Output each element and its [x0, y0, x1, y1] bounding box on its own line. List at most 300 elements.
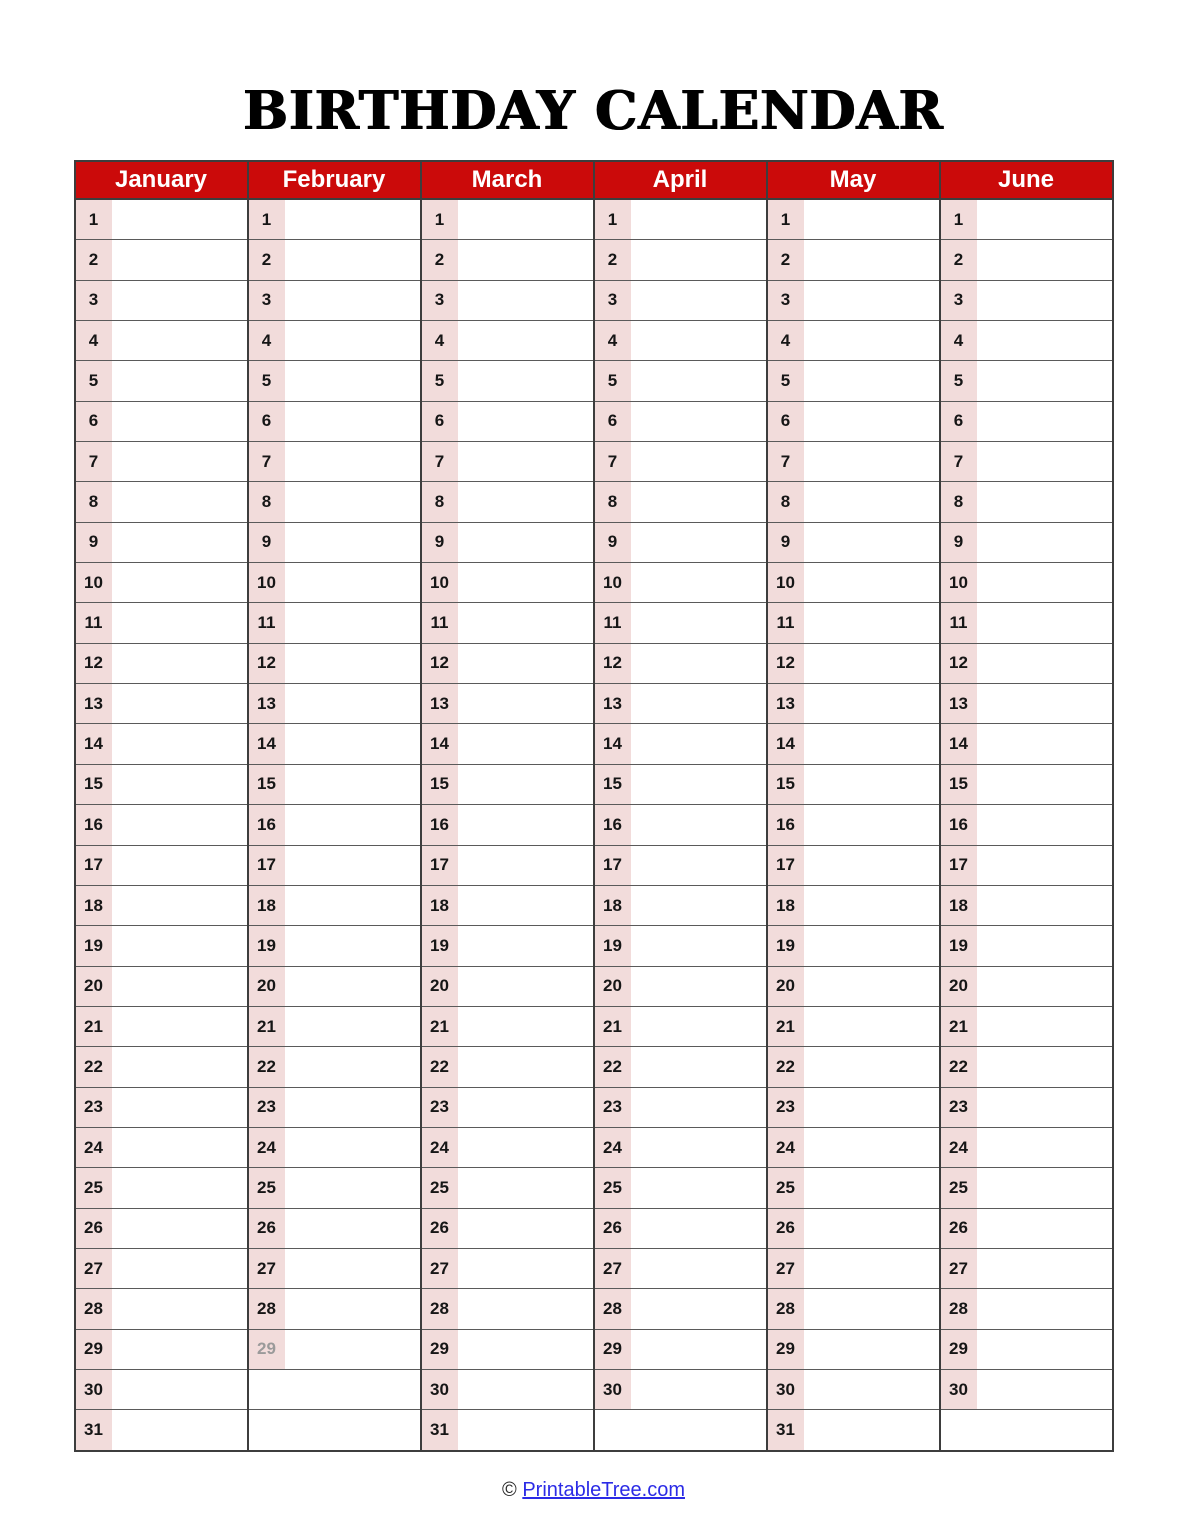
day-number: 10: [768, 563, 804, 602]
day-number: 23: [768, 1088, 804, 1127]
day-row-25: [75, 1168, 1113, 1208]
day-cell-march-23: [421, 1087, 594, 1127]
day-cell-content: [941, 1249, 1112, 1288]
day-cell-january-26: [75, 1208, 248, 1248]
entry-space: [977, 1249, 1112, 1288]
day-cell-content: [76, 1330, 247, 1369]
day-cell-june-10: [940, 563, 1113, 603]
day-cell-content: [941, 321, 1112, 360]
day-number: 12: [76, 644, 112, 683]
day-row-16: [75, 805, 1113, 845]
entry-space: [458, 402, 593, 441]
day-cell-content: [422, 361, 593, 400]
day-cell-april-8: [594, 482, 767, 522]
day-cell-content: [941, 442, 1112, 481]
day-cell-april-16: [594, 805, 767, 845]
day-cell-march-16: [421, 805, 594, 845]
day-cell-content: [941, 200, 1112, 239]
day-number: 10: [76, 563, 112, 602]
day-number: 27: [76, 1249, 112, 1288]
day-number: 18: [76, 886, 112, 925]
day-cell-march-9: [421, 522, 594, 562]
entry-space: [285, 1209, 420, 1248]
day-number: 2: [595, 240, 631, 279]
day-cell-april-2: [594, 240, 767, 280]
day-cell-march-1: [421, 199, 594, 240]
day-number: 11: [595, 603, 631, 642]
day-cell-april-26: [594, 1208, 767, 1248]
day-number: 27: [422, 1249, 458, 1288]
day-number: 17: [941, 846, 977, 885]
day-cell-content: [768, 1330, 939, 1369]
day-cell-content: [595, 765, 766, 804]
day-row-19: [75, 926, 1113, 966]
day-cell-content: [941, 281, 1112, 320]
entry-space: [804, 765, 939, 804]
entry-space: [458, 644, 593, 683]
day-cell-content: [941, 361, 1112, 400]
day-cell-february-26: [248, 1208, 421, 1248]
entry-space: [977, 1128, 1112, 1167]
entry-space: [977, 724, 1112, 763]
entry-space: [112, 967, 247, 1006]
day-number: 8: [768, 482, 804, 521]
entry-space: [631, 402, 766, 441]
entry-space: [804, 523, 939, 562]
day-cell-content: [422, 240, 593, 279]
day-cell-content: [422, 846, 593, 885]
day-row-5: [75, 361, 1113, 401]
entry-space: [977, 886, 1112, 925]
day-cell-content: [941, 644, 1112, 683]
day-number: 30: [941, 1370, 977, 1409]
day-number: 3: [595, 281, 631, 320]
day-cell-content: [76, 684, 247, 723]
entry-space: [977, 361, 1112, 400]
day-cell-content: [768, 1370, 939, 1409]
entry-space: [112, 200, 247, 239]
day-cell-content: [941, 603, 1112, 642]
day-cell-content: [595, 200, 766, 239]
day-cell-january-29: [75, 1329, 248, 1369]
entry-space: [631, 1330, 766, 1369]
day-cell-february-30: [248, 1369, 421, 1409]
entry-space: [285, 402, 420, 441]
entry-space: [804, 1209, 939, 1248]
day-cell-content: [422, 402, 593, 441]
day-number: 4: [595, 321, 631, 360]
day-cell-january-16: [75, 805, 248, 845]
day-number: 2: [941, 240, 977, 279]
day-cell-january-30: [75, 1369, 248, 1409]
day-cell-january-19: [75, 926, 248, 966]
day-row-28: [75, 1289, 1113, 1329]
day-cell-january-24: [75, 1127, 248, 1167]
day-number: 23: [249, 1088, 285, 1127]
day-row-17: [75, 845, 1113, 885]
day-cell-january-20: [75, 966, 248, 1006]
day-cell-march-18: [421, 885, 594, 925]
day-cell-content: [76, 200, 247, 239]
day-cell-content: [422, 1088, 593, 1127]
day-number: 27: [941, 1249, 977, 1288]
entry-space: [458, 1209, 593, 1248]
day-cell-june-22: [940, 1047, 1113, 1087]
entry-space: [977, 240, 1112, 279]
day-cell-april-1: [594, 199, 767, 240]
entry-space: [631, 967, 766, 1006]
entry-space: [804, 603, 939, 642]
day-number: 19: [595, 926, 631, 965]
day-cell-content: [768, 321, 939, 360]
day-number: 8: [76, 482, 112, 521]
day-cell-content: [422, 1330, 593, 1369]
day-cell-content: [422, 926, 593, 965]
day-cell-content: [249, 765, 420, 804]
entry-space: [112, 805, 247, 844]
entry-space: [458, 926, 593, 965]
day-number: 17: [768, 846, 804, 885]
day-cell-february-15: [248, 764, 421, 804]
day-cell-content: [768, 482, 939, 521]
day-cell-content: [941, 563, 1112, 602]
entry-space: [804, 1088, 939, 1127]
day-cell-june-19: [940, 926, 1113, 966]
entry-space: [631, 644, 766, 683]
day-number: 18: [422, 886, 458, 925]
day-cell-june-5: [940, 361, 1113, 401]
day-cell-content: [941, 1289, 1112, 1328]
day-cell-content: [422, 1410, 593, 1449]
day-row-26: [75, 1208, 1113, 1248]
entry-space: [804, 200, 939, 239]
day-cell-content: [941, 886, 1112, 925]
entry-space: [804, 724, 939, 763]
day-cell-june-31: [940, 1410, 1113, 1451]
day-number: 25: [249, 1168, 285, 1207]
day-cell-content: [941, 1088, 1112, 1127]
day-number: 22: [595, 1047, 631, 1086]
entry-space: [977, 1047, 1112, 1086]
day-number: 19: [941, 926, 977, 965]
day-cell-april-14: [594, 724, 767, 764]
day-cell-january-4: [75, 321, 248, 361]
day-number: 21: [941, 1007, 977, 1046]
day-number: 2: [768, 240, 804, 279]
day-cell-content: [76, 1289, 247, 1328]
day-cell-january-25: [75, 1168, 248, 1208]
day-cell-content: [249, 886, 420, 925]
day-cell-march-25: [421, 1168, 594, 1208]
day-cell-content: [76, 846, 247, 885]
day-cell-april-18: [594, 885, 767, 925]
day-cell-april-17: [594, 845, 767, 885]
day-cell-march-14: [421, 724, 594, 764]
day-cell-may-19: [767, 926, 940, 966]
day-cell-february-12: [248, 643, 421, 683]
day-cell-content: [249, 967, 420, 1006]
day-cell-content: [595, 846, 766, 885]
day-number: 13: [422, 684, 458, 723]
day-cell-content: [249, 1209, 420, 1248]
day-cell-content: [249, 1289, 420, 1328]
day-number: 13: [76, 684, 112, 723]
entry-space: [631, 240, 766, 279]
day-row-7: [75, 442, 1113, 482]
day-cell-content: [768, 1128, 939, 1167]
day-number: 30: [595, 1370, 631, 1409]
day-number: 13: [941, 684, 977, 723]
day-cell-content: [422, 805, 593, 844]
day-cell-april-29: [594, 1329, 767, 1369]
entry-space: [458, 1047, 593, 1086]
entry-space: [285, 846, 420, 885]
day-cell-april-6: [594, 401, 767, 441]
day-number: 22: [768, 1047, 804, 1086]
entry-space: [285, 361, 420, 400]
day-cell-content: [422, 765, 593, 804]
entry-space: [804, 563, 939, 602]
entry-space: [631, 1209, 766, 1248]
day-number: 14: [76, 724, 112, 763]
day-number: 30: [422, 1370, 458, 1409]
day-number: 12: [595, 644, 631, 683]
entry-space: [458, 321, 593, 360]
day-cell-april-5: [594, 361, 767, 401]
day-cell-content: [422, 1209, 593, 1248]
entry-space: [977, 1370, 1112, 1409]
day-number: 28: [76, 1289, 112, 1328]
day-number: 24: [422, 1128, 458, 1167]
day-cell-march-29: [421, 1329, 594, 1369]
day-cell-content: [76, 442, 247, 481]
day-cell-content: [249, 200, 420, 239]
day-number: 11: [422, 603, 458, 642]
entry-space: [631, 603, 766, 642]
day-number: 8: [422, 482, 458, 521]
day-cell-content: [941, 1209, 1112, 1248]
day-cell-content: [595, 482, 766, 521]
entry-space: [112, 724, 247, 763]
day-cell-content: [941, 684, 1112, 723]
day-cell-february-5: [248, 361, 421, 401]
day-number: 5: [768, 361, 804, 400]
entry-space: [285, 724, 420, 763]
day-number: 17: [76, 846, 112, 885]
day-number: 5: [422, 361, 458, 400]
day-cell-april-22: [594, 1047, 767, 1087]
day-cell-content: [595, 926, 766, 965]
day-cell-february-31: [248, 1410, 421, 1451]
day-cell-march-21: [421, 1006, 594, 1046]
day-cell-content: [595, 1128, 766, 1167]
day-number: 17: [249, 846, 285, 885]
day-cell-content: [249, 402, 420, 441]
day-cell-content: [941, 523, 1112, 562]
day-cell-content: [595, 1370, 766, 1409]
day-cell-may-7: [767, 442, 940, 482]
day-cell-june-25: [940, 1168, 1113, 1208]
month-header-row-group: [75, 161, 1113, 199]
day-number: 11: [76, 603, 112, 642]
day-cell-april-31: [594, 1410, 767, 1451]
day-row-4: [75, 321, 1113, 361]
day-cell-february-2: [248, 240, 421, 280]
day-cell-content: [941, 1370, 1112, 1409]
day-cell-february-21: [248, 1006, 421, 1046]
day-cell-june-20: [940, 966, 1113, 1006]
entry-space: [631, 886, 766, 925]
day-cell-may-5: [767, 361, 940, 401]
day-number: 12: [768, 644, 804, 683]
entry-space: [112, 1128, 247, 1167]
day-cell-content: [768, 1410, 939, 1449]
birthday-calendar-table: [74, 160, 1114, 1452]
day-cell-content: [76, 321, 247, 360]
entry-space: [285, 523, 420, 562]
entry-space: [285, 1088, 420, 1127]
calendar-body: [75, 199, 1113, 1451]
day-cell-content: [422, 442, 593, 481]
day-cell-content: [249, 523, 420, 562]
entry-space: [458, 1128, 593, 1167]
day-number: 29: [595, 1330, 631, 1369]
entry-space: [285, 926, 420, 965]
day-number: 11: [768, 603, 804, 642]
day-cell-content: [422, 1370, 593, 1409]
entry-space: [112, 402, 247, 441]
entry-space: [804, 1128, 939, 1167]
day-cell-may-23: [767, 1087, 940, 1127]
day-row-22: [75, 1047, 1113, 1087]
day-number: 9: [595, 523, 631, 562]
day-number: 19: [768, 926, 804, 965]
day-cell-content: [76, 563, 247, 602]
day-cell-march-30: [421, 1369, 594, 1409]
day-cell-may-10: [767, 563, 940, 603]
entry-space: [977, 523, 1112, 562]
day-number: 24: [76, 1128, 112, 1167]
entry-space: [285, 684, 420, 723]
day-cell-april-24: [594, 1127, 767, 1167]
entry-space: [631, 926, 766, 965]
day-row-13: [75, 684, 1113, 724]
day-cell-content: [595, 240, 766, 279]
day-cell-content: [768, 805, 939, 844]
entry-space: [804, 1370, 939, 1409]
entry-space: [977, 1007, 1112, 1046]
entry-space: [804, 644, 939, 683]
day-number: 26: [76, 1209, 112, 1248]
day-number: 5: [941, 361, 977, 400]
day-number: 26: [422, 1209, 458, 1248]
day-number: 16: [595, 805, 631, 844]
day-number: 24: [941, 1128, 977, 1167]
day-cell-content: [941, 1128, 1112, 1167]
day-row-21: [75, 1006, 1113, 1046]
month-header-march: March: [421, 161, 594, 199]
day-number: 8: [249, 482, 285, 521]
entry-space: [112, 321, 247, 360]
day-number: 15: [768, 765, 804, 804]
day-number: 22: [422, 1047, 458, 1086]
entry-space: [977, 846, 1112, 885]
day-cell-june-14: [940, 724, 1113, 764]
entry-space: [458, 765, 593, 804]
day-cell-may-15: [767, 764, 940, 804]
entry-space: [977, 765, 1112, 804]
day-number: 26: [941, 1209, 977, 1248]
day-cell-content: [249, 240, 420, 279]
day-number: 7: [595, 442, 631, 481]
day-cell-content: [249, 644, 420, 683]
entry-space: [631, 523, 766, 562]
day-cell-april-3: [594, 280, 767, 320]
entry-space: [112, 886, 247, 925]
day-cell-june-11: [940, 603, 1113, 643]
day-cell-content: [422, 724, 593, 763]
day-cell-march-19: [421, 926, 594, 966]
day-number: 24: [249, 1128, 285, 1167]
day-number: 1: [249, 200, 285, 239]
entry-space: [285, 240, 420, 279]
day-cell-january-27: [75, 1248, 248, 1288]
day-cell-content: [595, 967, 766, 1006]
entry-space: [458, 1289, 593, 1328]
day-number: 28: [768, 1289, 804, 1328]
day-cell-may-25: [767, 1168, 940, 1208]
day-cell-content: [941, 724, 1112, 763]
day-number: 15: [595, 765, 631, 804]
day-cell-june-18: [940, 885, 1113, 925]
day-cell-content: [249, 724, 420, 763]
day-cell-april-20: [594, 966, 767, 1006]
printabletree-link[interactable]: PrintableTree.com: [522, 1478, 685, 1501]
entry-space: [631, 1047, 766, 1086]
entry-space: [631, 442, 766, 481]
day-number: 5: [595, 361, 631, 400]
day-number: 7: [768, 442, 804, 481]
entry-space: [977, 321, 1112, 360]
day-number: 14: [768, 724, 804, 763]
day-cell-april-25: [594, 1168, 767, 1208]
entry-space: [112, 523, 247, 562]
day-cell-april-7: [594, 442, 767, 482]
day-cell-content: [941, 482, 1112, 521]
day-cell-content: [768, 644, 939, 683]
entry-space: [285, 1289, 420, 1328]
day-number: 28: [422, 1289, 458, 1328]
day-number: 7: [422, 442, 458, 481]
entry-space: [112, 1370, 247, 1409]
day-cell-june-3: [940, 280, 1113, 320]
day-number: 6: [422, 402, 458, 441]
day-cell-march-13: [421, 684, 594, 724]
day-cell-content: [422, 603, 593, 642]
day-number: 13: [249, 684, 285, 723]
day-cell-january-1: [75, 199, 248, 240]
day-cell-june-23: [940, 1087, 1113, 1127]
day-cell-content: [76, 281, 247, 320]
day-cell-content: [768, 361, 939, 400]
entry-space: [804, 1289, 939, 1328]
day-number: 11: [249, 603, 285, 642]
day-cell-june-28: [940, 1289, 1113, 1329]
day-cell-content: [249, 563, 420, 602]
entry-space: [285, 1007, 420, 1046]
day-number: 6: [595, 402, 631, 441]
day-number: 12: [249, 644, 285, 683]
